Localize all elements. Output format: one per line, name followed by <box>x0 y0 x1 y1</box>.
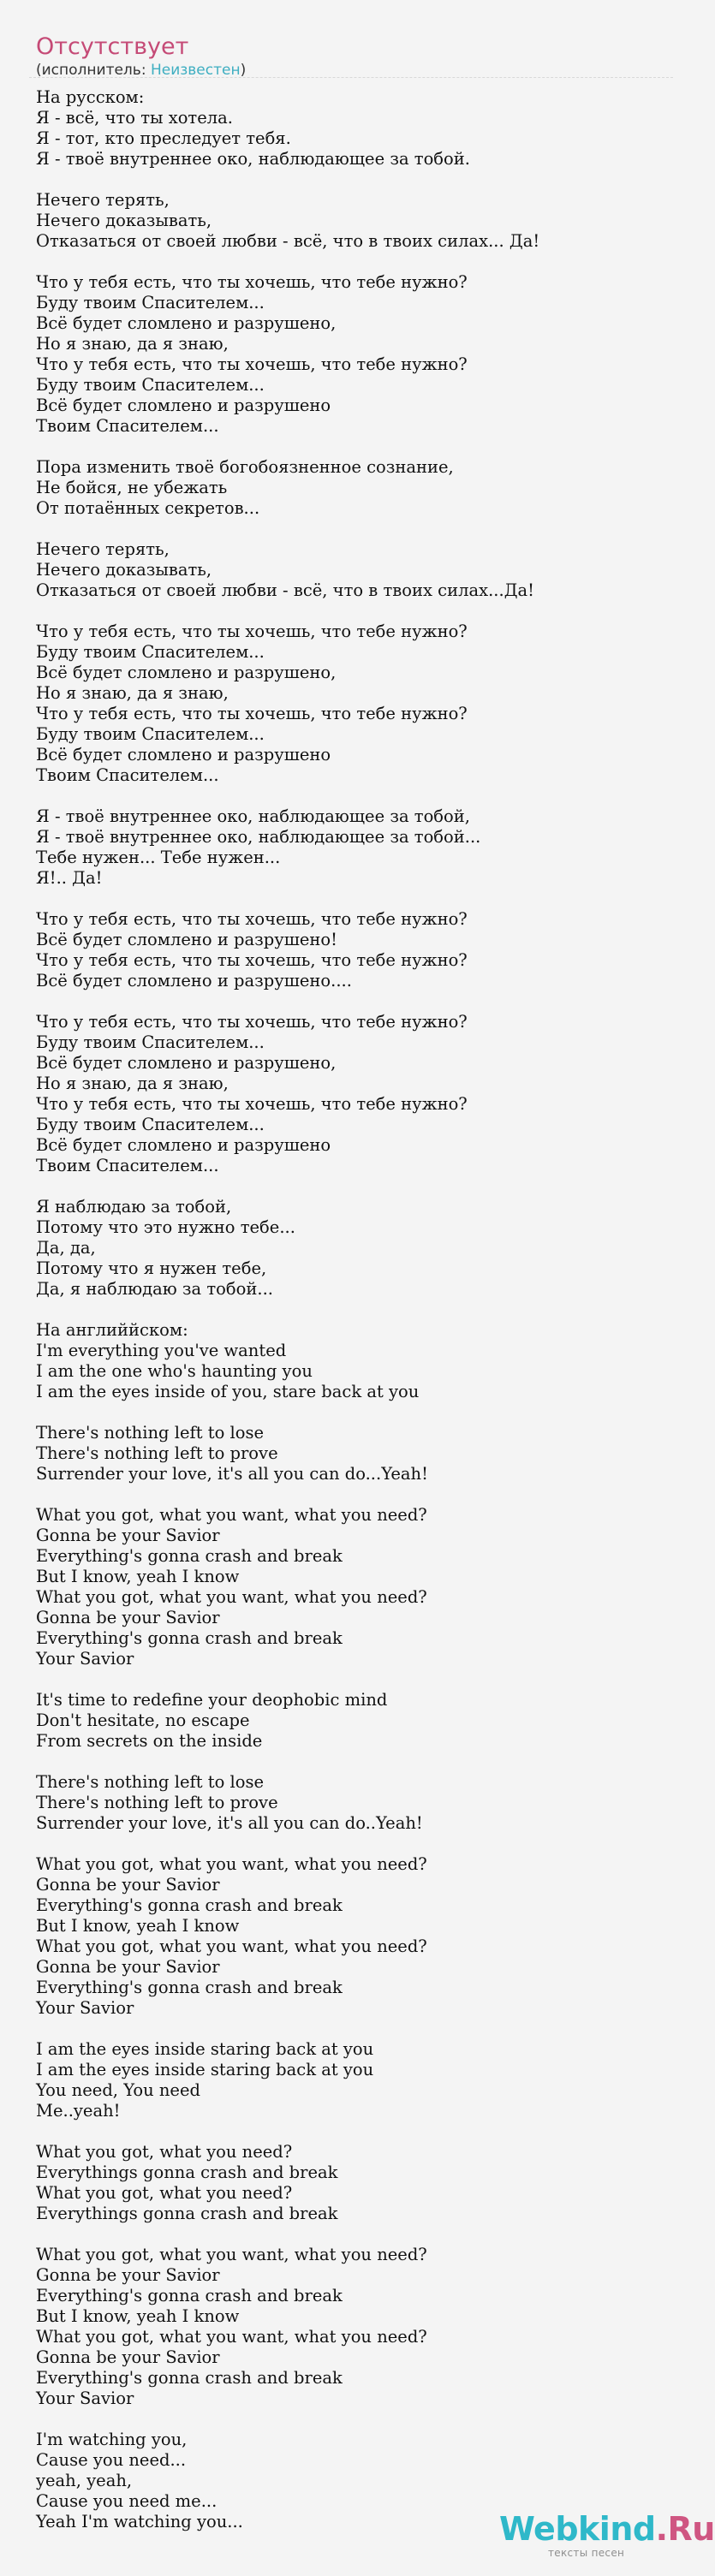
lyrics-line: Что у тебя есть, что ты хочешь, что тебе нужно? <box>36 622 468 641</box>
lyrics-line: Я - тот, кто преследует тебя. <box>36 128 291 148</box>
lyrics-line: Буду твоим Спасителем... <box>36 293 265 312</box>
artist-suffix: ) <box>240 62 247 79</box>
lyrics-line: Твоим Спасителем... <box>36 1156 219 1175</box>
lyrics-line: Gonna be your Savior <box>36 2347 220 2367</box>
lyrics-line: It's time to redefine your deophobic mind <box>36 1690 388 1710</box>
lyrics-line: Всё будет сломлено и разрушено <box>36 745 331 764</box>
lyrics-stanza <box>36 87 670 170</box>
lyrics-line: Surrender your love, it's all you can do..Yeah! <box>36 1813 423 1833</box>
lyrics-line: Буду твоим Спасителем... <box>36 375 265 395</box>
lyrics-line: Что у тебя есть, что ты хочешь, что тебе нужно? <box>36 272 468 292</box>
lyrics-line: Не бойся, не убежать <box>36 478 228 497</box>
lyrics-line: Всё будет сломлено и разрушено.... <box>36 971 352 991</box>
lyrics-line: Your Savior <box>36 2389 134 2408</box>
lyrics-line: Буду твоим Спасителем... <box>36 724 265 744</box>
lyrics-line: What you got, what you want, what you need? <box>36 1936 427 1956</box>
lyrics-line: There's nothing left to prove <box>36 1793 278 1812</box>
lyrics-stanza <box>36 909 670 991</box>
lyrics-line: Cause you need me... <box>36 2491 217 2511</box>
lyrics-line: Твоим Спасителем... <box>36 416 219 436</box>
artist-link[interactable]: Неизвестен <box>150 62 241 79</box>
lyrics-line: Что у тебя есть, что ты хочешь, что тебе нужно? <box>36 704 468 723</box>
lyrics-line: I'm everything you've wanted <box>36 1341 287 1360</box>
lyrics-line: But I know, yeah I know <box>36 1916 240 1936</box>
lyrics-line: Тебе нужен... Тебе нужен... <box>36 848 281 867</box>
logo-tagline: тексты песен <box>548 2547 625 2559</box>
lyrics-line: Gonna be your Savior <box>36 1526 220 1545</box>
lyrics-stanza <box>36 622 670 786</box>
lyrics-line: Everything's gonna crash and break <box>36 2368 343 2388</box>
lyrics-line: Буду твоим Спасителем... <box>36 642 265 662</box>
lyrics-line: Пора изменить твоё богобоязненное сознание, <box>36 457 454 477</box>
lyrics-line: На русском: <box>36 87 145 107</box>
lyrics-stanza <box>36 2039 670 2121</box>
lyrics-line: От потаённых секретов... <box>36 498 260 518</box>
lyrics-line: Потому что это нужно тебе... <box>36 1217 295 1237</box>
lyrics-line: Всё будет сломлено и разрушено <box>36 396 331 415</box>
lyrics-line: What you got, what you want, what you need? <box>36 2245 427 2264</box>
lyrics-line: Что у тебя есть, что ты хочешь, что тебе нужно? <box>36 1012 468 1032</box>
lyrics-stanza <box>36 1423 670 1484</box>
lyrics-line: Everything's gonna crash and break <box>36 1546 343 1566</box>
lyrics-line: Всё будет сломлено и разрушено <box>36 1135 331 1155</box>
lyrics-line: What you got, what you need? <box>36 2142 293 2162</box>
lyrics-line: But I know, yeah I know <box>36 2306 240 2326</box>
lyrics-line: Я - твоё внутреннее око, наблюдающее за тобой. <box>36 149 470 169</box>
lyrics-line: Gonna be your Savior <box>36 1875 220 1895</box>
lyrics-line: yeah, yeah, <box>36 2471 133 2490</box>
site-logo[interactable] <box>497 2508 715 2560</box>
lyrics-line: Everything's gonna crash and break <box>36 2286 343 2305</box>
lyrics-line: Отказаться от своей любви - всё, что в твоих силах...Да! <box>36 580 535 600</box>
lyrics-stanza <box>36 1854 670 2019</box>
lyrics-line: Gonna be your Savior <box>36 2265 220 2285</box>
lyrics-line: Me..yeah! <box>36 2101 121 2121</box>
lyrics-line: Нечего доказывать, <box>36 211 212 230</box>
lyrics-stanza <box>36 539 670 601</box>
lyrics-line: What you got, what you need? <box>36 2183 293 2203</box>
lyrics-line: Что у тебя есть, что ты хочешь, что тебе нужно? <box>36 950 468 970</box>
lyrics-stanza <box>36 272 670 437</box>
lyrics-line: Everything's gonna crash and break <box>36 1895 343 1915</box>
lyrics-stanza <box>36 190 670 252</box>
lyrics-stanza <box>36 1320 670 1402</box>
lyrics-line: Но я знаю, да я знаю, <box>36 334 229 354</box>
lyrics-stanza <box>36 1012 670 1176</box>
lyrics-line: Нечего терять, <box>36 190 170 210</box>
lyrics-line: Everythings gonna crash and break <box>36 2204 338 2223</box>
lyrics-line: Да, да, <box>36 1238 96 1258</box>
lyrics-line: Всё будет сломлено и разрушено! <box>36 930 337 949</box>
lyrics-line: Don't hesitate, no escape <box>36 1710 250 1730</box>
lyrics-line: Потому что я нужен тебе, <box>36 1258 267 1278</box>
lyrics-line: You need, You need <box>36 2080 200 2100</box>
lyrics-line: Что у тебя есть, что ты хочешь, что тебе нужно? <box>36 1094 468 1114</box>
lyrics-line: Но я знаю, да я знаю, <box>36 683 229 703</box>
lyrics-stanza <box>36 457 670 519</box>
lyrics-line: Но я знаю, да я знаю, <box>36 1074 229 1093</box>
lyrics-line: Cause you need... <box>36 2450 187 2470</box>
lyrics-line: I am the eyes inside of you, stare back at you <box>36 1382 420 1401</box>
lyrics-line: Буду твоим Спасителем... <box>36 1032 265 1052</box>
lyrics-line: Everythings gonna crash and break <box>36 2163 338 2182</box>
lyrics-line: Я - твоё внутреннее око, наблюдающее за тобой, <box>36 806 470 826</box>
lyrics-stanza <box>36 1772 670 1834</box>
lyrics-line: Gonna be your Savior <box>36 1957 220 1977</box>
lyrics-line: What you got, what you want, what you need? <box>36 1587 427 1607</box>
lyrics-line: Всё будет сломлено и разрушено, <box>36 663 337 682</box>
lyrics-stanza <box>36 1690 670 1752</box>
lyrics-line: Да, я наблюдаю за тобой... <box>36 1279 273 1299</box>
logo-domain: .Ru <box>655 2510 715 2548</box>
lyrics-line: Everything's gonna crash and break <box>36 1978 343 1997</box>
lyrics-stanza <box>36 806 670 889</box>
lyrics-line: Всё будет сломлено и разрушено, <box>36 313 337 333</box>
lyrics-line: I am the one who's haunting you <box>36 1361 313 1381</box>
lyrics-stanza <box>36 1505 670 1669</box>
lyrics-line: Отказаться от своей любви - всё, что в твоих силах... Да! <box>36 231 540 251</box>
lyrics-line: Your Savior <box>36 1649 134 1669</box>
lyrics-line: There's nothing left to lose <box>36 1772 265 1792</box>
lyrics-stanza <box>36 1197 670 1300</box>
lyrics-line: What you got, what you want, what you need? <box>36 1854 427 1874</box>
song-header <box>29 0 673 78</box>
lyrics-line: I am the eyes inside staring back at you <box>36 2039 374 2059</box>
lyrics-line: Нечего терять, <box>36 539 170 559</box>
logo-wordmark <box>499 2508 715 2549</box>
lyrics-line: Your Savior <box>36 1998 134 2018</box>
lyrics-line: I am the eyes inside staring back at you <box>36 2060 374 2079</box>
lyrics-line: Нечего доказывать, <box>36 560 212 580</box>
song-title: Отсутствует <box>36 33 189 60</box>
lyrics-line: Твоим Спасителем... <box>36 765 219 785</box>
lyrics-text <box>36 87 670 2532</box>
lyrics-line: I'm watching you, <box>36 2430 188 2449</box>
lyrics-line: Я!.. Да! <box>36 868 103 888</box>
lyrics-line: There's nothing left to lose <box>36 1423 265 1443</box>
lyrics-line: Everything's gonna crash and break <box>36 1628 343 1648</box>
lyrics-line: Всё будет сломлено и разрушено, <box>36 1053 337 1073</box>
lyrics-line: Что у тебя есть, что ты хочешь, что тебе нужно? <box>36 909 468 929</box>
lyrics-line: Surrender your love, it's all you can do...Yeah! <box>36 1464 428 1484</box>
lyrics-line: But I know, yeah I know <box>36 1567 240 1586</box>
lyrics-stanza <box>36 2245 670 2409</box>
lyrics-line: Что у тебя есть, что ты хочешь, что тебе нужно? <box>36 354 468 374</box>
lyrics-line: What you got, what you want, what you need? <box>36 2327 427 2347</box>
lyrics-line: Yeah I'm watching you... <box>36 2512 243 2531</box>
artist-prefix: (исполнитель: <box>36 62 151 79</box>
lyrics-line: Я - всё, что ты хотела. <box>36 108 233 128</box>
logo-brand: Webkind <box>499 2510 656 2548</box>
lyrics-line: What you got, what you want, what you need? <box>36 1505 427 1525</box>
lyrics-line: Я наблюдаю за тобой, <box>36 1197 232 1217</box>
lyrics-line: There's nothing left to prove <box>36 1443 278 1463</box>
lyrics-stanza <box>36 2142 670 2224</box>
lyrics-line: From secrets on the inside <box>36 1731 263 1751</box>
lyrics-line: Gonna be your Savior <box>36 1608 220 1627</box>
lyrics-line: Я - твоё внутреннее око, наблюдающее за тобой... <box>36 827 481 847</box>
lyrics-line: Буду твоим Спасителем... <box>36 1115 265 1134</box>
lyrics-line: На английйском: <box>36 1320 188 1340</box>
artist-line <box>36 62 246 79</box>
